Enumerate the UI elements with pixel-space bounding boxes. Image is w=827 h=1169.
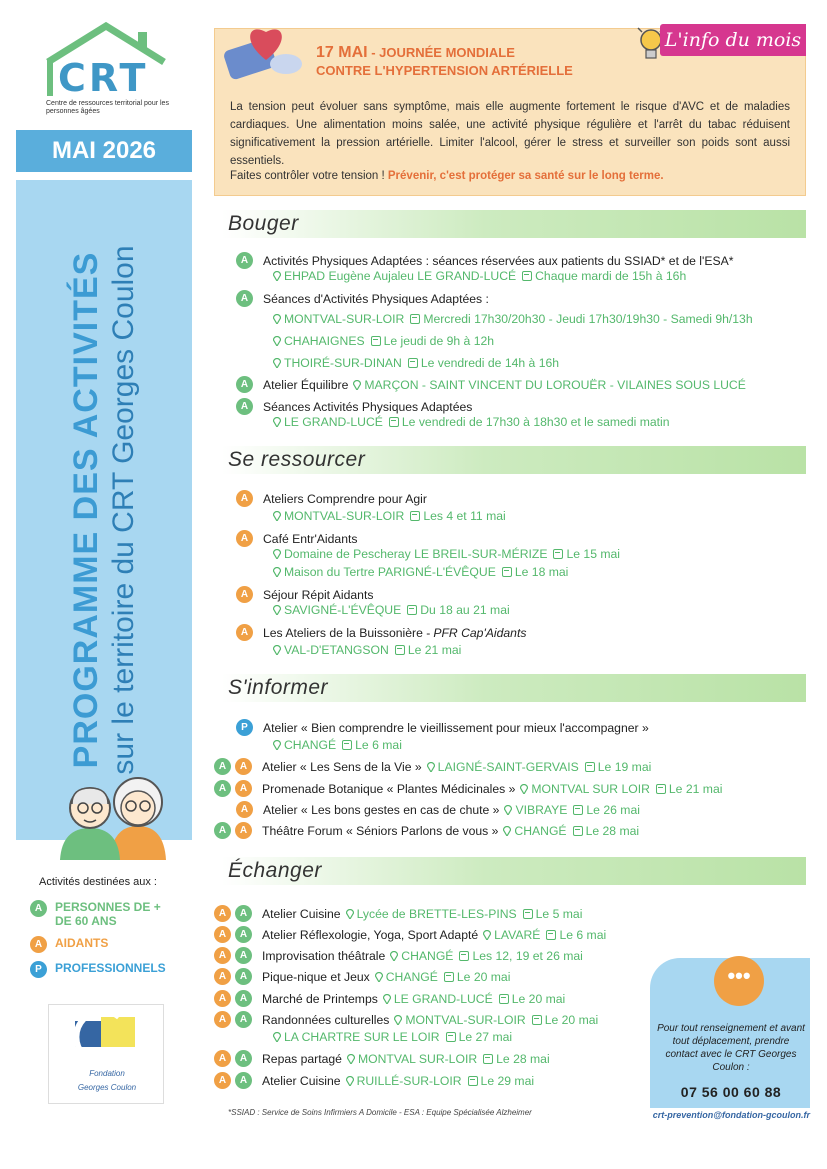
- activity-date: Le 20 mai: [456, 969, 511, 984]
- section-bouger: [222, 210, 806, 238]
- activity-row: [236, 398, 472, 415]
- foundation-logo: [48, 1004, 164, 1104]
- activity-row: [236, 376, 746, 393]
- pro-badge-icon: P: [30, 961, 47, 978]
- location-pin-icon: [273, 358, 281, 368]
- location-pin-icon: [273, 314, 281, 324]
- activity-location: CHAHAIGNES: [284, 334, 365, 348]
- activity-title: Improvisation théâtrale: [262, 948, 386, 963]
- calendar-icon: [389, 417, 399, 427]
- section-title-echanger: Échanger: [228, 859, 322, 882]
- legend-item-seniors: [30, 900, 166, 928]
- calendar-icon: [459, 951, 469, 961]
- activity-title: Séances d'Activités Physiques Adaptées :: [263, 291, 489, 306]
- calendar-icon: [522, 271, 532, 281]
- activity-title: Repas partagé: [262, 1051, 342, 1066]
- aidant-badge-icon: A: [214, 968, 231, 985]
- calendar-icon: [395, 645, 405, 655]
- activity-location: LA CHARTRE SUR LE LOIR: [284, 1030, 440, 1044]
- location-pin-icon: [273, 740, 281, 750]
- activity-date: Le 6 mai: [559, 927, 607, 942]
- section-echanger: [222, 857, 806, 885]
- calendar-icon: [532, 1015, 542, 1025]
- activity-title: Les Ateliers de la Buissonière -: [263, 625, 431, 640]
- activity-details: [268, 355, 559, 371]
- activity-row: [214, 1050, 550, 1067]
- location-pin-icon: [273, 549, 281, 559]
- activity-location: LAIGNÉ-SAINT-GERVAIS: [437, 759, 579, 774]
- activity-date: Le vendredi de 14h à 16h: [420, 356, 560, 370]
- senior-badge-icon: A: [235, 1050, 252, 1067]
- senior-badge-icon: A: [235, 1072, 252, 1089]
- aidant-badge-icon: A: [236, 490, 253, 507]
- calendar-icon: [585, 762, 595, 772]
- audience-legend: [30, 900, 166, 986]
- activity-date: Les 4 et 11 mai: [423, 509, 506, 523]
- vertical-title: [66, 190, 142, 830]
- aidant-badge-icon: A: [235, 822, 252, 839]
- activity-row: [214, 822, 639, 839]
- logo-text: CRT: [58, 56, 149, 100]
- activity-location: MONTVAL SUR LOIR: [531, 781, 650, 796]
- activity-location: RUILLÉ-SUR-LOIR: [356, 1073, 462, 1088]
- calendar-icon: [407, 605, 417, 615]
- activity-title: Atelier Équilibre: [263, 377, 349, 392]
- activity-date: Mercredi 17h30/20h30 - Jeudi 17h30/19h30 - Samedi 9h/13h: [423, 312, 753, 326]
- location-pin-icon: [353, 380, 361, 390]
- aidant-badge-icon: A: [235, 780, 252, 797]
- activity-date: Le 5 mai: [535, 906, 583, 921]
- activity-title: Séances Activités Physiques Adaptées: [263, 399, 473, 414]
- senior-badge-icon: A: [214, 780, 231, 797]
- legend-label-pros: PROFESSIONNELS: [55, 961, 166, 975]
- activity-location: Domaine de Pescheray LE BREIL-SUR-MÉRIZE: [284, 547, 548, 561]
- senior-badge-icon: A: [236, 252, 253, 269]
- activity-location: VIBRAYE: [515, 802, 568, 817]
- location-pin-icon: [273, 417, 281, 427]
- activity-row: [236, 290, 489, 307]
- activity-location: VAL-D'ETANGSON: [284, 643, 389, 657]
- activity-location: LE GRAND-LUCÉ: [284, 415, 383, 429]
- activity-location: Lycée de BRETTE-LES-PINS: [356, 906, 517, 921]
- logo-subtitle: Centre de ressources territorial pour les personnes âgées: [46, 100, 169, 115]
- activity-location: LE GRAND-LUCÉ: [393, 991, 493, 1006]
- activity-details: [268, 737, 402, 753]
- activity-row: [214, 758, 651, 775]
- aidant-badge-icon: A: [236, 530, 253, 547]
- info-body: La tension peut évoluer sans symptôme, mais elle augmente fortement le risque d'AVC et de maladies cardiaques. Une alimentation moins salée, une activité physique régulière et l'arrêt du tabac réduisent significativement la pression artérielle. Limiter l'alcool, gérer le stress et surveiller son poids sont aussi essentiels.: [230, 101, 790, 167]
- contact-text: Pour tout renseignement et avant tout déplacement, prendre contact avec le CRT Georges Coulon :: [657, 1023, 805, 1073]
- activity-title: Randonnées culturelles: [262, 1012, 390, 1027]
- location-pin-icon: [273, 271, 281, 281]
- senior-badge-icon: A: [236, 376, 253, 393]
- activity-details: [268, 546, 620, 562]
- footnote: *SSIAD : Service de Soins Infirmiers A Domicile - ESA : Equipe Spécialisée Alzheimer: [228, 1108, 532, 1117]
- location-pin-icon: [273, 567, 281, 577]
- activity-title: Café Entr'Aidants: [263, 531, 358, 546]
- senior-badge-icon: A: [236, 290, 253, 307]
- month-label: MAI 2026: [16, 130, 192, 172]
- location-pin-icon: [273, 645, 281, 655]
- calendar-icon: [573, 805, 583, 815]
- location-pin-icon: [427, 762, 435, 772]
- calendar-icon: [444, 972, 454, 982]
- activity-details: [268, 333, 494, 349]
- location-pin-icon: [504, 805, 512, 815]
- activity-date: Le 29 mai: [480, 1073, 535, 1088]
- calendar-icon: [573, 826, 583, 836]
- aidant-badge-icon: A: [235, 758, 252, 775]
- senior-badge-icon: A: [235, 1011, 252, 1028]
- activity-title: Atelier Réflexologie, Yoga, Sport Adapté: [262, 927, 479, 942]
- activity-date: Le jeudi de 9h à 12h: [383, 334, 495, 348]
- activity-title: Promenade Botanique « Plantes Médicinales »: [262, 781, 516, 796]
- location-pin-icon: [483, 930, 491, 940]
- senior-badge-icon: A: [30, 900, 47, 917]
- activity-row: [236, 624, 526, 641]
- calendar-icon: [483, 1054, 493, 1064]
- location-pin-icon: [273, 605, 281, 615]
- location-pin-icon: [375, 972, 383, 982]
- activity-location: SAVIGNÉ-L'ÉVÊQUE: [284, 603, 402, 617]
- activity-title: Théâtre Forum « Séniors Parlons de vous »: [262, 823, 499, 838]
- info-month-tag: L'info du mois: [660, 24, 806, 56]
- activity-location: MONTVAL-SUR-LOIR: [284, 509, 405, 523]
- senior-badge-icon: A: [235, 968, 252, 985]
- calendar-icon: [410, 314, 420, 324]
- activity-date: Le 28 mai: [585, 823, 640, 838]
- activity-row: [236, 586, 373, 603]
- foundation-name: Fondation: [89, 1069, 125, 1078]
- activity-details: [268, 414, 670, 430]
- activity-details: [268, 1029, 512, 1045]
- activity-row: [214, 905, 582, 922]
- section-ressourcer: [222, 446, 806, 474]
- section-title-bouger: Bouger: [228, 212, 299, 235]
- senior-badge-icon: A: [235, 947, 252, 964]
- aidant-badge-icon: A: [30, 936, 47, 953]
- aidant-badge-icon: A: [236, 801, 253, 818]
- activity-location: CHANGÉ: [401, 948, 454, 963]
- calendar-icon: [502, 567, 512, 577]
- activity-location: CHANGÉ: [284, 738, 337, 752]
- activity-title: Ateliers Comprendre pour Agir: [263, 491, 427, 506]
- activity-details: [268, 564, 568, 580]
- info-title-line2: CONTRE L'HYPERTENSION ARTÉRIELLE: [316, 63, 573, 78]
- sidebar: [0, 0, 196, 1169]
- activity-title: Atelier Cuisine: [262, 1073, 341, 1088]
- aidant-badge-icon: A: [214, 1072, 231, 1089]
- activity-location: MARÇON - SAINT VINCENT DU LOROUËR - VILAINES SOUS LUCÉ: [364, 377, 746, 392]
- activity-location: CHANGÉ: [514, 823, 567, 838]
- legend-label-seniors: PERSONNES DE + DE 60 ANS: [55, 900, 161, 928]
- activity-title: Pique-nique et Jeux: [262, 969, 370, 984]
- activity-date: Le 21 mai: [668, 781, 723, 796]
- activity-title: Atelier « Les bons gestes en cas de chute »: [263, 802, 500, 817]
- program-subtitle: sur le territoire du CRT Georges Coulon: [107, 245, 140, 775]
- contact-phone[interactable]: 07 56 00 60 88: [680, 1084, 782, 1100]
- activity-location: MONTVAL-SUR-LOIR: [405, 1012, 526, 1027]
- location-pin-icon: [347, 1054, 355, 1064]
- calendar-icon: [408, 358, 418, 368]
- info-date: 17 MAI: [316, 44, 368, 61]
- activity-title: Séjour Répit Aidants: [263, 587, 374, 602]
- info-title-line1: - JOURNÉE MONDIALE: [367, 45, 515, 60]
- calendar-icon: [342, 740, 352, 750]
- senior-badge-icon: A: [235, 990, 252, 1007]
- activity-title: Atelier « Bien comprendre le vieillissement pour mieux l'accompagner »: [263, 720, 649, 735]
- location-pin-icon: [383, 994, 391, 1004]
- location-pin-icon: [273, 1032, 281, 1042]
- aidant-badge-icon: A: [214, 926, 231, 943]
- activity-date: Le 20 mai: [544, 1012, 599, 1027]
- activity-details: [268, 602, 510, 618]
- activity-date: Le 28 mai: [496, 1051, 550, 1066]
- activity-row: [214, 968, 510, 985]
- activity-date: Le 21 mai: [407, 643, 462, 657]
- activity-date: Les 12, 19 et 26 mai: [472, 948, 583, 963]
- aidant-badge-icon: A: [214, 1050, 231, 1067]
- activity-date: Chaque mardi de 15h à 16h: [535, 269, 687, 283]
- foundation-sub: Georges Coulon: [77, 1083, 137, 1092]
- location-pin-icon: [346, 909, 354, 919]
- activity-row: [214, 1072, 534, 1089]
- senior-badge-icon: A: [214, 822, 231, 839]
- legend-item-aidants: [30, 936, 166, 953]
- calendar-icon: [656, 784, 666, 794]
- location-pin-icon: [394, 1015, 402, 1025]
- senior-badge-icon: A: [236, 398, 253, 415]
- info-title: [316, 44, 573, 80]
- senior-badge-icon: A: [235, 926, 252, 943]
- info-callout: [230, 168, 790, 184]
- activity-location: MONTVAL SUR-LOIR: [357, 1051, 478, 1066]
- heart-blood-pressure-icon: [222, 20, 306, 82]
- activity-title: Atelier Cuisine: [262, 906, 341, 921]
- activity-row: [236, 801, 640, 818]
- calendar-icon: [546, 930, 556, 940]
- legend-label-aidants: AIDANTS: [55, 936, 109, 950]
- location-pin-icon: [273, 511, 281, 521]
- activity-title: Activités Physiques Adaptées : séances réservées aux patients du SSIAD* et de l'ESA*: [263, 253, 734, 268]
- activity-location: THOIRÉ-SUR-DINAN: [284, 356, 402, 370]
- activity-date: Le 27 mai: [458, 1030, 513, 1044]
- foundation-emblem-icon: [49, 1005, 165, 1067]
- info-callout-highlight: Prévenir, c'est protéger sa santé sur le long terme.: [387, 170, 664, 182]
- activity-details: [268, 508, 506, 524]
- aidant-badge-icon: A: [214, 1011, 231, 1028]
- calendar-icon: [523, 909, 533, 919]
- activity-row: [236, 252, 733, 269]
- activity-row: [236, 719, 649, 736]
- activity-row: [214, 926, 606, 943]
- activity-row: [236, 490, 427, 507]
- info-callout-text: Faites contrôler votre tension !: [230, 170, 388, 182]
- activity-date: Le 19 mai: [597, 759, 652, 774]
- section-title-informer: S'informer: [228, 676, 329, 699]
- activity-date: Le vendredi de 17h30 à 18h30 et le samedi matin: [401, 415, 670, 429]
- activity-date: Le 18 mai: [514, 565, 569, 579]
- seniors-illustration-icon: [58, 748, 168, 860]
- calendar-icon: [446, 1032, 456, 1042]
- activity-organizer: PFR Cap'Aidants: [433, 625, 527, 640]
- aidant-badge-icon: A: [236, 624, 253, 641]
- activity-location: Maison du Tertre PARIGNÉ-L'ÉVÊQUE: [284, 565, 496, 579]
- contact-email[interactable]: crt-prevention@fondation-gcoulon.fr: [652, 1110, 810, 1120]
- activity-location: LAVARÉ: [494, 927, 541, 942]
- aidant-badge-icon: A: [236, 586, 253, 603]
- aidant-badge-icon: A: [214, 947, 231, 964]
- crt-logo: [44, 22, 168, 120]
- calendar-icon: [371, 336, 381, 346]
- activity-location: CHANGÉ: [385, 969, 438, 984]
- aidant-badge-icon: A: [214, 905, 231, 922]
- activity-details: [268, 642, 461, 658]
- activity-date: Le 20 mai: [511, 991, 566, 1006]
- location-pin-icon: [390, 951, 398, 961]
- pro-badge-icon: P: [236, 719, 253, 736]
- activity-date: Le 15 mai: [566, 547, 621, 561]
- location-pin-icon: [273, 336, 281, 346]
- activity-date: Le 6 mai: [355, 738, 402, 752]
- location-pin-icon: [520, 784, 528, 794]
- legend-title: Activités destinées aux :: [38, 876, 157, 888]
- calendar-icon: [553, 549, 563, 559]
- aidant-badge-icon: A: [214, 990, 231, 1007]
- activity-date: Le 26 mai: [586, 802, 640, 817]
- activity-location: MONTVAL-SUR-LOIR: [284, 312, 405, 326]
- calendar-icon: [499, 994, 509, 1004]
- activity-row: [214, 947, 583, 964]
- activity-location: EHPAD Eugène Aujaleu LE GRAND-LUCÉ: [284, 269, 517, 283]
- senior-badge-icon: A: [214, 758, 231, 775]
- senior-badge-icon: A: [235, 905, 252, 922]
- activity-details: [268, 268, 686, 284]
- program-title: PROGRAMME DES ACTIVITÉS: [67, 251, 105, 769]
- location-pin-icon: [503, 826, 511, 836]
- activity-row: [214, 1011, 598, 1028]
- activity-title: Marché de Printemps: [262, 991, 378, 1006]
- activity-row: [236, 530, 357, 547]
- calendar-icon: [468, 1076, 478, 1086]
- section-title-ressourcer: Se ressourcer: [228, 448, 366, 471]
- chat-bubble-icon: •••: [714, 956, 764, 1006]
- calendar-icon: [410, 511, 420, 521]
- activity-title: Atelier « Les Sens de la Vie »: [262, 759, 422, 774]
- section-informer: [222, 674, 806, 702]
- activity-row: [214, 990, 565, 1007]
- activity-details: [268, 311, 753, 327]
- activity-row: [214, 780, 722, 797]
- legend-item-pros: [30, 961, 166, 978]
- activity-date: Du 18 au 21 mai: [420, 603, 510, 617]
- location-pin-icon: [346, 1076, 354, 1086]
